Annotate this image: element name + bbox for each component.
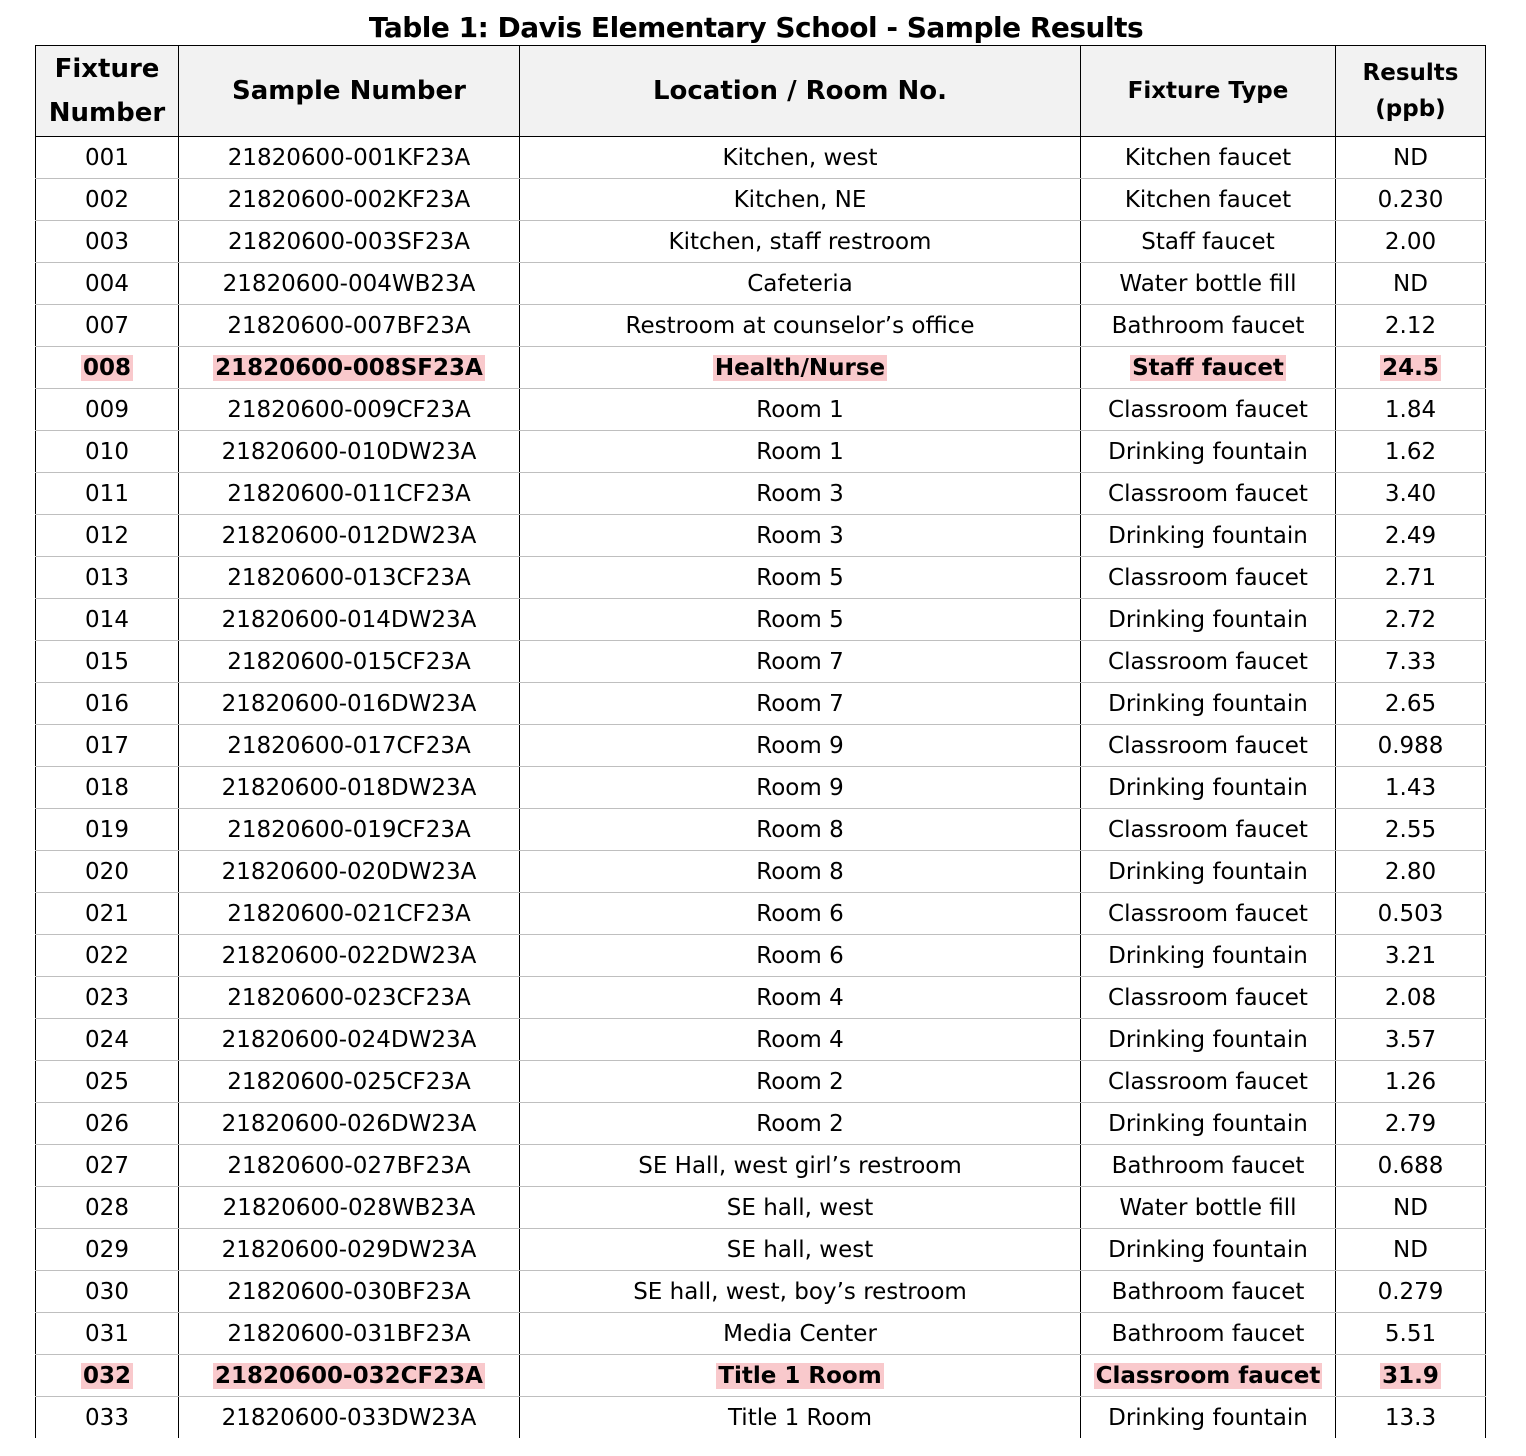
cell-result: 5.51 xyxy=(1336,1313,1486,1355)
cell-fixture-type: Drinking fountain xyxy=(1081,1103,1336,1145)
cell-fixture-number xyxy=(36,347,179,389)
cell-fixture-type: Bathroom faucet xyxy=(1081,1271,1336,1313)
cell-location: SE hall, west, boy’s restroom xyxy=(520,1271,1081,1313)
table-row xyxy=(36,1229,1486,1271)
table-row xyxy=(36,935,1486,977)
cell-result: 0.688 xyxy=(1336,1145,1486,1187)
table-row xyxy=(36,389,1486,431)
header-fixture-type: Fixture Type xyxy=(1081,46,1336,137)
cell-fixture-number: 024 xyxy=(36,1019,179,1061)
cell-sample-number-text: 21820600-032CF23A xyxy=(215,1362,483,1389)
table-row xyxy=(36,1397,1486,1439)
cell-sample-number: 21820600-013CF23A xyxy=(179,557,520,599)
table-row xyxy=(36,305,1486,347)
cell-fixture-type: Drinking fountain xyxy=(1081,1019,1336,1061)
cell-result: 0.988 xyxy=(1336,725,1486,767)
table-row xyxy=(36,1103,1486,1145)
cell-fixture-number: 030 xyxy=(36,1271,179,1313)
table-row xyxy=(36,641,1486,683)
cell-fixture-number: 021 xyxy=(36,893,179,935)
cell-location-text: Health/Nurse xyxy=(714,354,886,381)
cell-result: 3.40 xyxy=(1336,473,1486,515)
cell-sample-number: 21820600-003SF23A xyxy=(179,221,520,263)
cell-location-text: Title 1 Room xyxy=(718,1362,882,1389)
cell-sample-number: 21820600-012DW23A xyxy=(179,515,520,557)
cell-fixture-number: 028 xyxy=(36,1187,179,1229)
cell-location: Kitchen, staff restroom xyxy=(520,221,1081,263)
table-row xyxy=(36,809,1486,851)
cell-location: SE hall, west xyxy=(520,1229,1081,1271)
cell-result: 2.71 xyxy=(1336,557,1486,599)
cell-sample-number: 21820600-022DW23A xyxy=(179,935,520,977)
cell-location: Room 8 xyxy=(520,809,1081,851)
table-row-highlighted xyxy=(36,347,1486,389)
cell-sample-number: 21820600-002KF23A xyxy=(179,179,520,221)
cell-location: Room 3 xyxy=(520,515,1081,557)
cell-result: ND xyxy=(1336,137,1486,179)
cell-location: Room 1 xyxy=(520,431,1081,473)
cell-location: Room 5 xyxy=(520,557,1081,599)
cell-result: 1.26 xyxy=(1336,1061,1486,1103)
cell-result: 2.72 xyxy=(1336,599,1486,641)
cell-fixture-number: 002 xyxy=(36,179,179,221)
cell-fixture-type: Drinking fountain xyxy=(1081,851,1336,893)
table-row xyxy=(36,431,1486,473)
table-row xyxy=(36,725,1486,767)
cell-sample-number xyxy=(179,1355,520,1397)
cell-fixture-type: Classroom faucet xyxy=(1081,557,1336,599)
header-sample-number: Sample Number xyxy=(179,46,520,137)
table-row xyxy=(36,767,1486,809)
cell-sample-number: 21820600-019CF23A xyxy=(179,809,520,851)
cell-fixture-type: Water bottle fill xyxy=(1081,1187,1336,1229)
cell-fixture-type: Bathroom faucet xyxy=(1081,305,1336,347)
cell-fixture-type: Classroom faucet xyxy=(1081,809,1336,851)
cell-fixture-type: Bathroom faucet xyxy=(1081,1145,1336,1187)
cell-fixture-type: Water bottle fill xyxy=(1081,263,1336,305)
cell-location: Restroom at counselor’s office xyxy=(520,305,1081,347)
cell-location: Room 4 xyxy=(520,977,1081,1019)
cell-fixture-type: Staff faucet xyxy=(1081,221,1336,263)
cell-location: Room 3 xyxy=(520,473,1081,515)
table-row xyxy=(36,1313,1486,1355)
table-body xyxy=(36,137,1486,1439)
cell-fixture-number: 020 xyxy=(36,851,179,893)
cell-fixture-number: 010 xyxy=(36,431,179,473)
cell-result: 3.57 xyxy=(1336,1019,1486,1061)
cell-result: 13.3 xyxy=(1336,1397,1486,1439)
cell-location: Title 1 Room xyxy=(520,1397,1081,1439)
table-row xyxy=(36,263,1486,305)
cell-sample-number: 21820600-004WB23A xyxy=(179,263,520,305)
cell-result: 7.33 xyxy=(1336,641,1486,683)
header-results-line1: Results xyxy=(1362,60,1459,86)
cell-fixture-type: Classroom faucet xyxy=(1081,893,1336,935)
cell-sample-number: 21820600-017CF23A xyxy=(179,725,520,767)
cell-sample-number: 21820600-001KF23A xyxy=(179,137,520,179)
table-row xyxy=(36,851,1486,893)
cell-location: Kitchen, west xyxy=(520,137,1081,179)
cell-fixture-number: 031 xyxy=(36,1313,179,1355)
table-row xyxy=(36,473,1486,515)
cell-result: 2.79 xyxy=(1336,1103,1486,1145)
table-row xyxy=(36,893,1486,935)
cell-result: 2.08 xyxy=(1336,977,1486,1019)
cell-fixture-number: 018 xyxy=(36,767,179,809)
cell-sample-number: 21820600-025CF23A xyxy=(179,1061,520,1103)
cell-fixture-type: Classroom faucet xyxy=(1081,725,1336,767)
cell-location: Room 2 xyxy=(520,1103,1081,1145)
cell-sample-number-text: 21820600-008SF23A xyxy=(215,354,483,381)
cell-result: 0.279 xyxy=(1336,1271,1486,1313)
cell-fixture-type: Drinking fountain xyxy=(1081,767,1336,809)
cell-sample-number: 21820600-015CF23A xyxy=(179,641,520,683)
cell-result: 3.21 xyxy=(1336,935,1486,977)
cell-fixture-number: 019 xyxy=(36,809,179,851)
cell-sample-number: 21820600-007BF23A xyxy=(179,305,520,347)
cell-result: 1.84 xyxy=(1336,389,1486,431)
cell-result: ND xyxy=(1336,1229,1486,1271)
cell-sample-number: 21820600-026DW23A xyxy=(179,1103,520,1145)
cell-location: Kitchen, NE xyxy=(520,179,1081,221)
cell-fixture-number: 017 xyxy=(36,725,179,767)
cell-fixture-type: Classroom faucet xyxy=(1081,641,1336,683)
cell-location: Room 7 xyxy=(520,641,1081,683)
cell-fixture-type-text: Staff faucet xyxy=(1132,354,1284,381)
header-fixture-number xyxy=(36,46,179,137)
cell-result: ND xyxy=(1336,263,1486,305)
cell-result xyxy=(1336,347,1486,389)
table-row xyxy=(36,977,1486,1019)
cell-fixture-number: 003 xyxy=(36,221,179,263)
cell-fixture-type: Classroom faucet xyxy=(1081,473,1336,515)
table-row xyxy=(36,557,1486,599)
table-header-row xyxy=(36,46,1486,137)
cell-result: ND xyxy=(1336,1187,1486,1229)
cell-location xyxy=(520,347,1081,389)
cell-fixture-type: Kitchen faucet xyxy=(1081,179,1336,221)
cell-fixture-type: Bathroom faucet xyxy=(1081,1313,1336,1355)
cell-fixture-number: 007 xyxy=(36,305,179,347)
cell-sample-number: 21820600-009CF23A xyxy=(179,389,520,431)
table-row xyxy=(36,1271,1486,1313)
cell-fixture-number: 023 xyxy=(36,977,179,1019)
cell-location: SE Hall, west girl’s restroom xyxy=(520,1145,1081,1187)
table-row xyxy=(36,1145,1486,1187)
cell-location: Room 8 xyxy=(520,851,1081,893)
cell-fixture-type: Drinking fountain xyxy=(1081,599,1336,641)
cell-sample-number: 21820600-024DW23A xyxy=(179,1019,520,1061)
cell-fixture-number: 004 xyxy=(36,263,179,305)
table-row xyxy=(36,1061,1486,1103)
cell-sample-number: 21820600-021CF23A xyxy=(179,893,520,935)
table-row xyxy=(36,599,1486,641)
table-row xyxy=(36,683,1486,725)
cell-sample-number: 21820600-020DW23A xyxy=(179,851,520,893)
cell-result: 2.65 xyxy=(1336,683,1486,725)
cell-fixture-type: Classroom faucet xyxy=(1081,389,1336,431)
cell-fixture-type: Drinking fountain xyxy=(1081,683,1336,725)
cell-location: SE hall, west xyxy=(520,1187,1081,1229)
cell-location: Room 7 xyxy=(520,683,1081,725)
cell-fixture-type: Classroom faucet xyxy=(1081,1061,1336,1103)
cell-sample-number: 21820600-010DW23A xyxy=(179,431,520,473)
cell-fixture-type-text: Classroom faucet xyxy=(1095,1362,1321,1389)
cell-location: Media Center xyxy=(520,1313,1081,1355)
cell-result: 2.55 xyxy=(1336,809,1486,851)
table-row xyxy=(36,179,1486,221)
cell-sample-number: 21820600-011CF23A xyxy=(179,473,520,515)
cell-fixture-number: 015 xyxy=(36,641,179,683)
cell-sample-number xyxy=(179,347,520,389)
cell-sample-number: 21820600-014DW23A xyxy=(179,599,520,641)
cell-result xyxy=(1336,1355,1486,1397)
cell-result-text: 31.9 xyxy=(1382,1362,1439,1389)
cell-result: 2.49 xyxy=(1336,515,1486,557)
cell-fixture-number: 025 xyxy=(36,1061,179,1103)
cell-location: Room 4 xyxy=(520,1019,1081,1061)
cell-location: Room 1 xyxy=(520,389,1081,431)
table-row xyxy=(36,137,1486,179)
cell-fixture-number: 026 xyxy=(36,1103,179,1145)
cell-fixture-type xyxy=(1081,347,1336,389)
cell-sample-number: 21820600-030BF23A xyxy=(179,1271,520,1313)
table-title: Table 1: Davis Elementary School - Sample Results xyxy=(368,11,1144,44)
cell-sample-number: 21820600-031BF23A xyxy=(179,1313,520,1355)
header-fixture-number-line2: Number xyxy=(48,98,166,128)
cell-sample-number: 21820600-023CF23A xyxy=(179,977,520,1019)
cell-fixture-number: 014 xyxy=(36,599,179,641)
cell-fixture-type: Drinking fountain xyxy=(1081,1229,1336,1271)
table-row xyxy=(36,1019,1486,1061)
cell-location: Room 2 xyxy=(520,1061,1081,1103)
sample-results-table xyxy=(35,45,1486,1438)
cell-fixture-number: 011 xyxy=(36,473,179,515)
cell-result: 1.43 xyxy=(1336,767,1486,809)
cell-result-text: 24.5 xyxy=(1382,354,1439,381)
cell-result: 2.12 xyxy=(1336,305,1486,347)
cell-fixture-type: Kitchen faucet xyxy=(1081,137,1336,179)
cell-fixture-type: Classroom faucet xyxy=(1081,977,1336,1019)
table-row xyxy=(36,515,1486,557)
cell-fixture-number: 013 xyxy=(36,557,179,599)
table-row xyxy=(36,1187,1486,1229)
cell-sample-number: 21820600-016DW23A xyxy=(179,683,520,725)
table-row xyxy=(36,221,1486,263)
cell-location xyxy=(520,1355,1081,1397)
cell-fixture-number-text: 032 xyxy=(82,1362,131,1389)
cell-result: 2.00 xyxy=(1336,221,1486,263)
cell-result: 0.230 xyxy=(1336,179,1486,221)
cell-fixture-number: 027 xyxy=(36,1145,179,1187)
cell-fixture-number: 016 xyxy=(36,683,179,725)
cell-fixture-number xyxy=(36,1355,179,1397)
cell-fixture-number: 022 xyxy=(36,935,179,977)
header-fixture-number-line1: Fixture xyxy=(54,54,160,84)
cell-fixture-number: 012 xyxy=(36,515,179,557)
cell-fixture-type: Drinking fountain xyxy=(1081,431,1336,473)
cell-fixture-type xyxy=(1081,1355,1336,1397)
cell-sample-number: 21820600-027BF23A xyxy=(179,1145,520,1187)
cell-sample-number: 21820600-029DW23A xyxy=(179,1229,520,1271)
cell-location: Room 9 xyxy=(520,767,1081,809)
cell-result: 1.62 xyxy=(1336,431,1486,473)
header-results-line2: (ppb) xyxy=(1375,96,1446,122)
cell-fixture-number: 001 xyxy=(36,137,179,179)
cell-fixture-type: Drinking fountain xyxy=(1081,1397,1336,1439)
cell-location: Cafeteria xyxy=(520,263,1081,305)
cell-fixture-number: 033 xyxy=(36,1397,179,1439)
cell-location: Room 6 xyxy=(520,893,1081,935)
cell-location: Room 5 xyxy=(520,599,1081,641)
cell-sample-number: 21820600-033DW23A xyxy=(179,1397,520,1439)
table-row-highlighted xyxy=(36,1355,1486,1397)
cell-fixture-number: 029 xyxy=(36,1229,179,1271)
cell-fixture-type: Drinking fountain xyxy=(1081,515,1336,557)
cell-result: 2.80 xyxy=(1336,851,1486,893)
cell-sample-number: 21820600-028WB23A xyxy=(179,1187,520,1229)
cell-location: Room 9 xyxy=(520,725,1081,767)
cell-sample-number: 21820600-018DW23A xyxy=(179,767,520,809)
cell-fixture-number-text: 008 xyxy=(82,354,131,381)
cell-fixture-number: 009 xyxy=(36,389,179,431)
header-location: Location / Room No. xyxy=(520,46,1081,137)
cell-fixture-type: Drinking fountain xyxy=(1081,935,1336,977)
header-results xyxy=(1336,46,1486,137)
cell-result: 0.503 xyxy=(1336,893,1486,935)
cell-location: Room 6 xyxy=(520,935,1081,977)
